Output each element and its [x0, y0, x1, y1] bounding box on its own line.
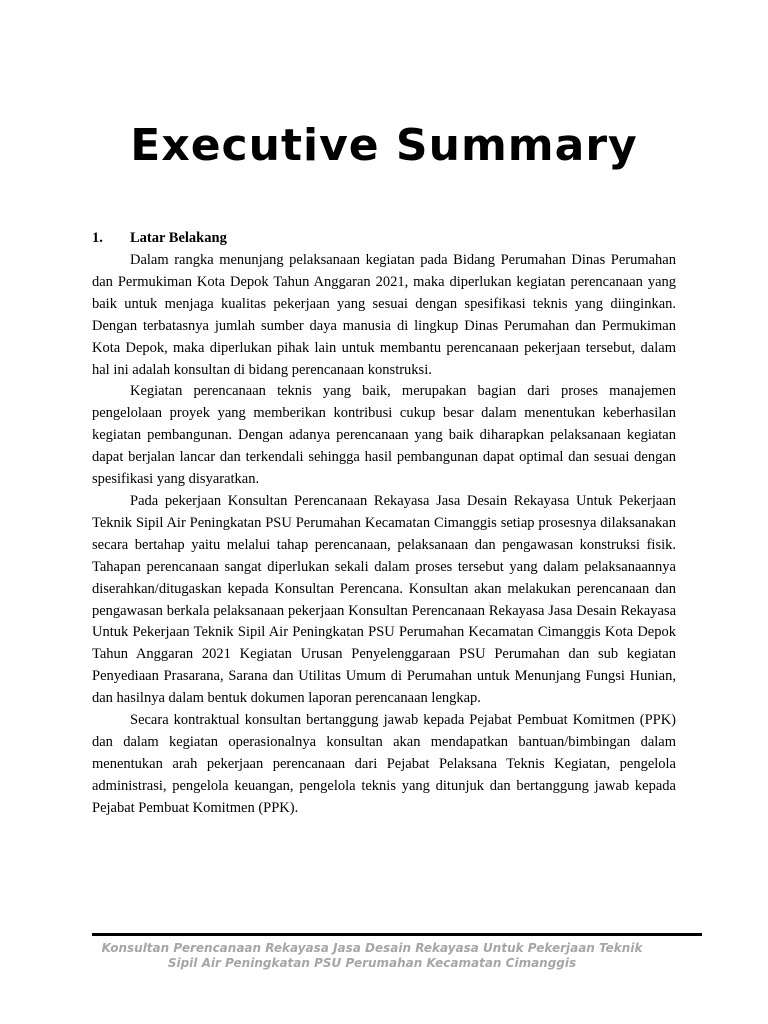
- paragraph: Kegiatan perencanaan teknis yang baik, merupakan bagian dari proses manajemen pengelolaan proyek yang memberikan kontribusi cukup besar dalam menentukan keberhasilan kegiatan pembangunan. Dengan adanya perencanaan yang baik diharapkan pelaksanaan kegiatan dapat berjalan lancar dan terkendali sehingga hasil pembangunan dapat optimal dan sesuai dengan spesifikasi yang disyaratkan.: [92, 383, 676, 488]
- paragraph: Dalam rangka menunjang pelaksanaan kegiatan pada Bidang Perumahan Dinas Perumahan dan Permukiman Kota Depok Tahun Anggaran 2021, maka diperlukan kegiatan perencanaan yang baik untuk menjaga kualitas pekerjaan yang sesuai dengan spesifikasi teknis yang diinginkan. Dengan terbatasnya jumlah sumber daya manusia di lingkup Dinas Perumahan dan Permukiman Kota Depok, maka diperlukan pihak lain untuk membantu perencanaan pekerjaan tersebut, dalam hal ini adalah konsultan di bidang perencanaan konstruksi.: [92, 252, 676, 378]
- section-heading: [92, 229, 227, 247]
- section-number: 1.: [92, 230, 103, 246]
- page-title: Executive Summary: [130, 120, 638, 171]
- paragraph: Secara kontraktual konsultan bertanggung jawab kepada Pejabat Pembuat Komitmen (PPK) dan dalam kegiatan operasionalnya konsultan akan mendapatkan bantuan/bimbingan dalam menentukan arah pekerjaan perencanaan dari Pejabat Pelaksana Teknis Kegiatan, pengelola administrasi, pengelola keuangan, pengelola teknis yang ditunjuk dan bertanggung jawab kepada Pejabat Pembuat Komitmen (PPK).: [92, 712, 676, 816]
- section-body: [92, 250, 676, 820]
- paragraph: Pada pekerjaan Konsultan Perencanaan Rekayasa Jasa Desain Rekayasa Untuk Pekerjaan Teknik Sipil Air Peningkatan PSU Perumahan Kecamatan Cimanggis setiap prosesnya dilaksanakan secara bertahap yaitu melalui tahap perencanaan, pelaksanaan dan pengawasan konstruksi fisik. Tahapan perencanaan sangat diperlukan sekali dalam proses tersebut yang dalam pelaksanaannya diserahkan/ditugaskan kepada Konsultan Perencana. Konsultan akan melakukan perencanaan dan pengawasan berkala pelaksanaan pekerjaan Konsultan Perencanaan Rekayasa Jasa Desain Rekayasa Untuk Pekerjaan Teknik Sipil Air Peningkatan PSU Perumahan Kecamatan Cimanggis Kota Depok Tahun Anggaran 2021 Kegiatan Urusan Penyelenggaraan PSU Perumahan dan sub kegiatan Penyediaan Prasarana, Sarana dan Utilitas Umum di Perumahan untuk Menunjang Fungsi Hunian, dan hasilnya dalam bentuk dokumen laporan perencanaan lengkap.: [92, 492, 676, 707]
- footer-text: Konsultan Perencanaan Rekayasa Jasa Desain Rekayasa Untuk Pekerjaan Teknik Sipil Air Peningkatan PSU Perumahan Kecamatan Cimanggis: [101, 941, 643, 970]
- footer-divider: [92, 933, 702, 936]
- section-heading-label: Latar Belakang: [130, 230, 227, 246]
